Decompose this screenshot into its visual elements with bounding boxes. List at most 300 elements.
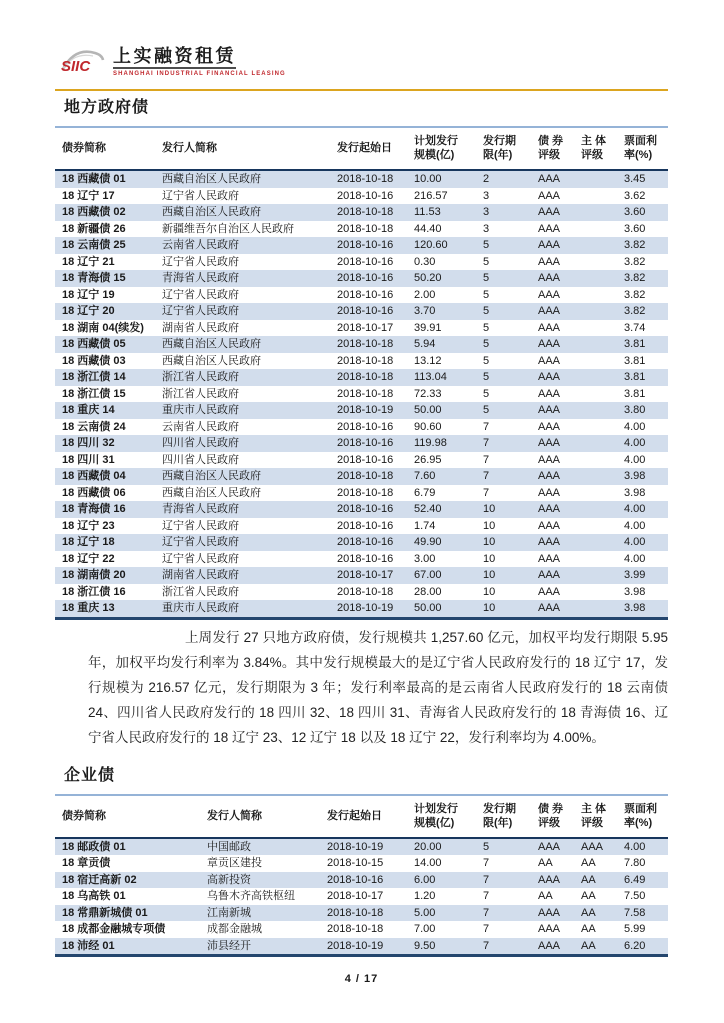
- data-cell: 辽宁省人民政府: [162, 189, 239, 202]
- bond-name-cell: 18 辽宁 18: [62, 536, 115, 548]
- data-cell: 7: [483, 470, 490, 482]
- data-cell: 2018-10-18: [337, 206, 394, 218]
- data-cell: 10: [483, 552, 496, 565]
- bond-name-cell: 18 湖南债 20: [62, 569, 126, 581]
- table-row: [55, 287, 668, 304]
- bond-name-cell: 18 邮政债 01: [62, 840, 126, 853]
- column-header: 票面利 率(%): [617, 127, 668, 170]
- data-cell: AAA: [538, 923, 561, 935]
- data-cell: 5: [483, 338, 490, 350]
- column-header: 债 券 评级: [531, 127, 574, 170]
- table-row: [55, 584, 668, 601]
- data-cell: 4.00: [624, 519, 646, 532]
- bond-name-cell: 18 西藏债 06: [62, 486, 126, 499]
- data-cell: 浙江省人民政府: [162, 387, 239, 400]
- data-cell: 西藏自治区人民政府: [162, 354, 261, 367]
- data-cell: 7: [483, 939, 490, 952]
- column-header: 发行起始日: [320, 795, 407, 838]
- data-cell: 3.98: [624, 602, 646, 614]
- column-header: 发行起始日: [330, 127, 407, 170]
- data-cell: AAA: [538, 453, 561, 466]
- data-cell: 2018-10-18: [337, 470, 394, 482]
- data-cell: 3.45: [624, 173, 646, 185]
- data-cell: 52.40: [414, 503, 442, 515]
- data-cell: 2018-10-15: [327, 857, 384, 869]
- data-cell: 乌鲁木齐高铁枢纽: [207, 890, 295, 902]
- data-cell: 3.82: [624, 305, 646, 317]
- data-cell: 113.04: [414, 371, 447, 383]
- data-cell: AAA: [538, 321, 561, 334]
- data-cell: AAA: [538, 569, 561, 581]
- data-cell: 28.00: [414, 585, 442, 598]
- data-cell: 2018-10-19: [337, 602, 394, 614]
- data-cell: [574, 254, 617, 271]
- data-cell: AAA: [538, 255, 561, 268]
- siic-logo-icon: [60, 48, 106, 78]
- data-cell: 20.00: [414, 840, 442, 853]
- data-cell: AAA: [538, 305, 561, 317]
- siic-logo: [60, 46, 668, 80]
- logo-brand-name: 上实融资租赁: [113, 46, 236, 69]
- page-header: [55, 46, 668, 80]
- bond-name-cell: 18 新疆债 26: [62, 222, 126, 235]
- data-cell: 6.20: [624, 939, 646, 952]
- data-cell: [574, 534, 617, 551]
- data-cell: AAA: [538, 486, 561, 499]
- table-row: [55, 204, 668, 221]
- section-title-corporate-bonds: 企业债: [64, 766, 116, 784]
- data-cell: 14.00: [414, 857, 442, 869]
- data-cell: 6.00: [414, 873, 436, 886]
- table-row: [55, 188, 668, 205]
- data-cell: 2018-10-18: [337, 371, 394, 383]
- data-cell: AAA: [538, 189, 561, 202]
- bond-name-cell: 18 重庆 14: [62, 404, 115, 416]
- data-cell: 1.20: [414, 890, 436, 902]
- data-cell: AAA: [538, 585, 561, 598]
- logo-text-block: [113, 46, 286, 77]
- data-cell: [574, 551, 617, 568]
- data-cell: 7: [483, 923, 490, 935]
- local-gov-bond-table: [55, 126, 668, 620]
- data-cell: 10: [483, 519, 496, 532]
- data-cell: AAA: [538, 420, 561, 433]
- header-row: [55, 127, 668, 170]
- data-cell: 5: [483, 272, 490, 284]
- data-cell: AAA: [538, 206, 561, 218]
- data-cell: 120.60: [414, 239, 448, 251]
- data-cell: 3.81: [624, 387, 646, 400]
- data-cell: 2018-10-16: [337, 305, 394, 317]
- page-number: 4 / 17: [344, 973, 379, 985]
- data-cell: 四川省人民政府: [162, 453, 239, 466]
- column-header: 主 体 评级: [574, 795, 617, 838]
- data-cell: 4.00: [624, 420, 646, 433]
- data-cell: 5: [483, 288, 490, 301]
- data-cell: 3.81: [624, 354, 646, 367]
- data-cell: AAA: [538, 222, 561, 235]
- data-cell: 10: [483, 585, 496, 598]
- data-cell: 3.99: [624, 569, 646, 581]
- bond-name-cell: 18 青海债 15: [62, 272, 126, 284]
- data-cell: AAA: [538, 939, 561, 952]
- bond-name-cell: 18 常鼎新城债 01: [62, 906, 148, 919]
- table-row: [55, 336, 668, 353]
- data-cell: [574, 485, 617, 502]
- data-cell: 5: [483, 354, 490, 367]
- data-cell: 10: [483, 569, 496, 581]
- bond-name-cell: 18 沛经 01: [62, 939, 115, 952]
- table-row: [55, 270, 668, 287]
- data-cell: AAA: [538, 503, 561, 515]
- data-cell: 青海省人民政府: [162, 503, 239, 515]
- data-cell: 辽宁省人民政府: [162, 519, 239, 532]
- data-cell: 3: [483, 189, 490, 202]
- data-cell: 5: [483, 255, 490, 268]
- table-header: [55, 795, 668, 838]
- table-row: [55, 320, 668, 337]
- data-cell: 2018-10-16: [337, 503, 394, 515]
- data-cell: 辽宁省人民政府: [162, 536, 239, 548]
- data-cell: AAA: [538, 338, 561, 350]
- data-cell: 西藏自治区人民政府: [162, 338, 261, 350]
- data-cell: 90.60: [414, 420, 442, 433]
- bond-name-cell: 18 成都金融城专项债: [62, 923, 166, 935]
- data-cell: 7: [483, 437, 490, 449]
- data-cell: 重庆市人民政府: [162, 404, 239, 416]
- table-row: [55, 551, 668, 568]
- section-local-government-bonds: [55, 98, 668, 750]
- data-cell: 3: [483, 222, 490, 235]
- table-row: [55, 386, 668, 403]
- data-cell: 2018-10-16: [337, 552, 394, 565]
- table-header: [55, 127, 668, 170]
- data-cell: [574, 270, 617, 287]
- data-cell: AA: [581, 906, 596, 919]
- data-cell: 72.33: [414, 387, 442, 400]
- bond-name-cell: 18 湖南 04(续发): [62, 321, 144, 334]
- data-cell: 2018-10-17: [327, 890, 384, 902]
- data-cell: [574, 221, 617, 238]
- column-header: 发行人简称: [155, 127, 330, 170]
- data-cell: 5.99: [624, 923, 646, 935]
- data-cell: 青海省人民政府: [162, 272, 239, 284]
- column-header: 发行期 限(年): [476, 795, 531, 838]
- data-cell: 26.95: [414, 453, 442, 466]
- data-cell: 2018-10-16: [337, 536, 394, 548]
- data-cell: 3.80: [624, 404, 646, 416]
- data-cell: AA: [581, 890, 596, 902]
- table-row: [55, 353, 668, 370]
- data-cell: 3.81: [624, 371, 646, 383]
- data-cell: AAA: [538, 470, 561, 482]
- bond-name-cell: 18 重庆 13: [62, 602, 115, 614]
- bond-name-cell: 18 章贡债: [62, 857, 111, 869]
- data-cell: 9.50: [414, 939, 436, 952]
- data-cell: 辽宁省人民政府: [162, 552, 239, 565]
- data-cell: [574, 468, 617, 485]
- column-header: 票面利 率(%): [617, 795, 668, 838]
- data-cell: 湖南省人民政府: [162, 569, 239, 581]
- data-cell: 5: [483, 305, 490, 317]
- data-cell: 7.60: [414, 470, 436, 482]
- table-row: [55, 221, 668, 238]
- data-cell: [574, 303, 617, 320]
- data-cell: 4.00: [624, 536, 646, 548]
- data-cell: 4.00: [624, 503, 646, 515]
- table-row: [55, 905, 668, 922]
- data-cell: 0.30: [414, 255, 436, 268]
- data-cell: 2018-10-19: [337, 404, 394, 416]
- data-cell: 辽宁省人民政府: [162, 255, 239, 268]
- data-cell: 2018-10-16: [337, 519, 394, 532]
- table-row: [55, 567, 668, 584]
- header-divider-rule: [55, 89, 668, 91]
- data-cell: [574, 237, 617, 254]
- table-row: [55, 452, 668, 469]
- data-cell: 3: [483, 206, 490, 218]
- table-row: [55, 419, 668, 436]
- data-cell: AAA: [538, 387, 561, 400]
- table-row: [55, 402, 668, 419]
- data-cell: AAA: [538, 906, 561, 919]
- data-cell: 西藏自治区人民政府: [162, 206, 261, 218]
- data-cell: AAA: [538, 602, 561, 614]
- data-cell: 辽宁省人民政府: [162, 305, 239, 317]
- data-cell: 7: [483, 857, 490, 869]
- data-cell: 3.70: [414, 305, 436, 317]
- data-cell: AAA: [538, 272, 561, 284]
- data-cell: 216.57: [414, 189, 448, 202]
- data-cell: 2018-10-16: [337, 288, 394, 301]
- section-title-local-gov-bonds: 地方政府债: [64, 99, 150, 116]
- bond-name-cell: 18 西藏债 05: [62, 338, 126, 350]
- data-cell: 50.00: [414, 404, 442, 416]
- table-row: [55, 534, 668, 551]
- data-cell: 2018-10-17: [337, 569, 394, 581]
- data-cell: [574, 567, 617, 584]
- table-row: [55, 838, 668, 856]
- bond-name-cell: 18 辽宁 20: [62, 305, 115, 317]
- data-cell: [574, 204, 617, 221]
- data-cell: [574, 170, 617, 188]
- data-cell: AA: [581, 873, 596, 886]
- data-cell: 湖南省人民政府: [162, 321, 239, 334]
- data-cell: 5: [483, 387, 490, 400]
- data-cell: 2018-10-16: [337, 453, 394, 466]
- data-cell: 2018-10-18: [337, 387, 394, 400]
- data-cell: 2018-10-16: [337, 255, 394, 268]
- data-cell: 高新投资: [207, 873, 251, 886]
- data-cell: 5: [483, 404, 490, 416]
- data-cell: [574, 287, 617, 304]
- data-cell: 5.00: [414, 906, 436, 919]
- data-cell: 2018-10-18: [337, 338, 394, 350]
- data-cell: 6.49: [624, 873, 646, 886]
- data-cell: 4.00: [624, 552, 646, 565]
- data-cell: 1.74: [414, 519, 436, 532]
- data-cell: AAA: [538, 371, 561, 383]
- data-cell: 5: [483, 371, 490, 383]
- data-cell: 2018-10-18: [337, 173, 394, 185]
- data-cell: 50.00: [414, 602, 442, 614]
- section-corporate-bonds: [55, 766, 668, 958]
- data-cell: 2: [483, 173, 490, 185]
- data-cell: 2018-10-18: [337, 486, 394, 499]
- data-cell: 西藏自治区人民政府: [162, 173, 261, 185]
- data-cell: 辽宁省人民政府: [162, 288, 239, 301]
- data-cell: 10.00: [414, 173, 442, 185]
- table-row: [55, 600, 668, 618]
- data-cell: 7.00: [414, 923, 436, 935]
- data-cell: [574, 452, 617, 469]
- data-cell: 7: [483, 906, 490, 919]
- data-cell: 2018-10-18: [337, 585, 394, 598]
- data-cell: 2018-10-16: [337, 437, 394, 449]
- table-row: [55, 938, 668, 956]
- table-row: [55, 369, 668, 386]
- data-cell: 10: [483, 503, 496, 515]
- bond-name-cell: 18 浙江债 16: [62, 585, 126, 598]
- corporate-bond-table: [55, 794, 668, 958]
- data-cell: 7: [483, 890, 490, 902]
- data-cell: 2018-10-18: [327, 923, 384, 935]
- page-footer: [55, 973, 668, 985]
- table-row: [55, 237, 668, 254]
- data-cell: 重庆市人民政府: [162, 602, 239, 614]
- data-cell: 3.81: [624, 338, 646, 350]
- header-row: [55, 795, 668, 838]
- table-row: [55, 855, 668, 872]
- data-cell: 7: [483, 453, 490, 466]
- bond-name-cell: 18 西藏债 04: [62, 470, 126, 482]
- column-header: 发行人简称: [200, 795, 320, 838]
- data-cell: AAA: [538, 536, 561, 548]
- data-cell: 2.00: [414, 288, 436, 301]
- table-row: [55, 303, 668, 320]
- bond-name-cell: 18 乌高铁 01: [62, 890, 126, 902]
- column-header: 发行期 限(年): [476, 127, 531, 170]
- data-cell: 3.60: [624, 222, 646, 235]
- table-row: [55, 254, 668, 271]
- data-cell: 4.00: [624, 840, 646, 853]
- data-cell: 浙江省人民政府: [162, 371, 239, 383]
- bond-name-cell: 18 青海债 16: [62, 503, 126, 515]
- data-cell: AAA: [538, 873, 561, 886]
- data-cell: 2018-10-16: [327, 873, 384, 886]
- data-cell: 6.79: [414, 486, 436, 499]
- data-cell: [574, 435, 617, 452]
- table-row: [55, 435, 668, 452]
- data-cell: 7.58: [624, 906, 646, 919]
- data-cell: 2018-10-16: [337, 272, 394, 284]
- data-cell: 5: [483, 840, 490, 853]
- data-cell: 成都金融城: [207, 923, 262, 935]
- bond-name-cell: 18 西藏债 01: [62, 173, 126, 185]
- data-cell: [574, 320, 617, 337]
- column-header: 计划发行 规模(亿): [407, 127, 476, 170]
- data-cell: [574, 188, 617, 205]
- data-cell: 3.62: [624, 189, 646, 202]
- data-cell: [574, 584, 617, 601]
- data-cell: 2018-10-19: [327, 840, 384, 853]
- data-cell: 3.82: [624, 239, 646, 251]
- data-cell: 7: [483, 873, 490, 886]
- data-cell: 3.82: [624, 272, 646, 284]
- data-cell: AA: [581, 857, 596, 869]
- bond-name-cell: 18 西藏债 02: [62, 206, 126, 218]
- data-cell: 3.98: [624, 470, 646, 482]
- column-header: 计划发行 规模(亿): [407, 795, 476, 838]
- data-cell: 3.82: [624, 288, 646, 301]
- data-cell: 3.00: [414, 552, 436, 565]
- data-cell: [574, 518, 617, 535]
- data-cell: 50.20: [414, 272, 442, 284]
- data-cell: [574, 386, 617, 403]
- data-cell: 2018-10-16: [337, 239, 394, 251]
- data-cell: 119.98: [414, 437, 447, 449]
- data-cell: 5: [483, 321, 490, 334]
- data-cell: AA: [581, 923, 596, 935]
- data-cell: 西藏自治区人民政府: [162, 486, 261, 499]
- data-cell: 5: [483, 239, 490, 251]
- data-cell: AAA: [538, 519, 561, 532]
- data-cell: 新疆维吾尔自治区人民政府: [162, 222, 294, 235]
- data-cell: 章贡区建投: [207, 857, 262, 869]
- data-cell: AAA: [538, 173, 561, 185]
- table-row: [55, 518, 668, 535]
- data-cell: 3.60: [624, 206, 646, 218]
- table-row: [55, 872, 668, 889]
- data-cell: 2018-10-19: [327, 939, 384, 952]
- bond-name-cell: 18 四川 32: [62, 437, 115, 449]
- bond-name-cell: 18 宿迁高新 02: [62, 873, 137, 886]
- data-cell: [574, 501, 617, 518]
- bond-name-cell: 18 云南债 25: [62, 239, 126, 251]
- column-header: 主 体 评级: [574, 127, 617, 170]
- data-cell: 4.00: [624, 437, 646, 449]
- data-cell: 13.12: [414, 354, 442, 367]
- data-cell: AA: [581, 939, 596, 952]
- data-cell: 2018-10-18: [337, 222, 394, 235]
- data-cell: 江南新城: [207, 906, 251, 919]
- data-cell: AA: [538, 890, 553, 902]
- data-cell: [574, 369, 617, 386]
- table-body: [55, 838, 668, 956]
- column-header: 债券简称: [55, 127, 155, 170]
- bond-name-cell: 18 辽宁 19: [62, 288, 115, 301]
- column-header: 债 券 评级: [531, 795, 574, 838]
- data-cell: 2018-10-18: [337, 354, 394, 367]
- column-header: 债券简称: [55, 795, 200, 838]
- data-cell: 39.91: [414, 321, 442, 334]
- bond-name-cell: 18 西藏债 03: [62, 354, 126, 367]
- bond-name-cell: 18 浙江债 14: [62, 371, 126, 383]
- data-cell: 2018-10-16: [337, 420, 394, 433]
- data-cell: 7.80: [624, 857, 646, 869]
- data-cell: [574, 600, 617, 618]
- bond-name-cell: 18 辽宁 17: [62, 189, 115, 202]
- table-row: [55, 888, 668, 905]
- data-cell: 云南省人民政府: [162, 420, 239, 433]
- data-cell: [574, 353, 617, 370]
- data-cell: 11.53: [414, 206, 441, 218]
- table-row: [55, 170, 668, 188]
- data-cell: AAA: [538, 239, 561, 251]
- data-cell: 云南省人民政府: [162, 239, 239, 251]
- data-cell: 沛县经开: [207, 939, 251, 952]
- data-cell: 3.98: [624, 486, 646, 499]
